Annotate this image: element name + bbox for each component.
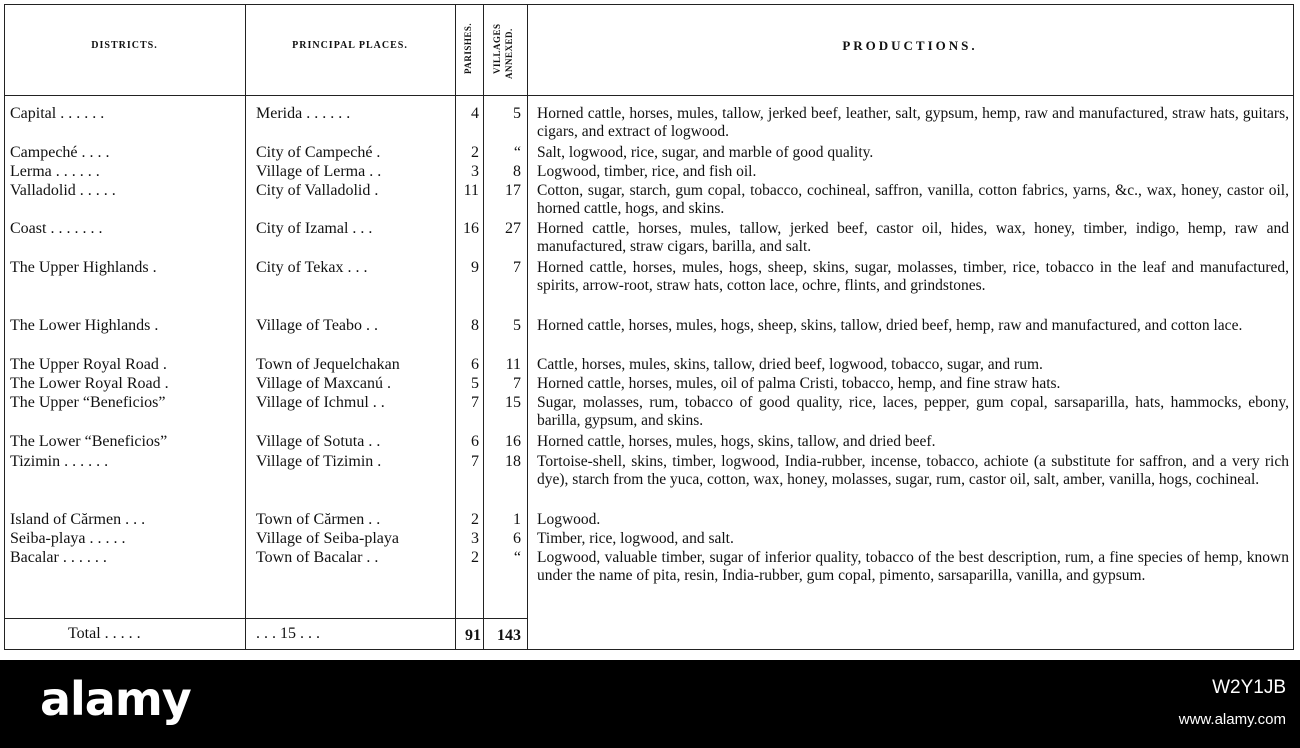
villages-cell: 18 [505,453,521,470]
total-parishes: 91 [465,627,481,644]
total-places: . . . 15 . . . [256,625,320,642]
parishes-cell: 7 [471,453,479,470]
district-cell: The Lower Highlands . [10,317,159,334]
productions-cell: Cattle, horses, mules, skins, tallow, dried beef, logwood, tobacco, sugar, and rum. [537,356,1043,373]
parishes-cell: 8 [471,317,479,334]
parishes-cell: 3 [471,163,479,180]
parishes-cell: 2 [471,144,479,161]
productions-cell: Horned cattle, horses, mules, oil of palma Cristi, tobacco, hemp, and fine straw hats. [537,375,1061,392]
district-cell: The Upper “Beneficios” [10,394,166,411]
villages-divider [527,4,528,649]
parishes-cell: 3 [471,530,479,547]
productions-cell: Logwood, valuable timber, sugar of inferior quality, tobacco of the best description, rum, a fine species of hemp, known under the name of pita, resin, India-rubber, gum copal, pimento, sarsaparilla, vanilla, and gypsum. [537,549,1289,584]
parishes-cell: 16 [463,220,479,237]
parishes-cell: 11 [463,182,479,199]
bottom-border [4,649,1294,650]
place-cell: Village of Lerma . . [256,163,382,180]
villages-cell: 5 [513,317,521,334]
districts-header: DISTRICTS. [91,40,158,51]
parishes-cell: 2 [471,549,479,566]
villages-cell: 7 [513,259,521,276]
villages-cell: 27 [505,220,521,237]
place-cell: Village of Seiba-playa [256,530,399,547]
villages-cell: 5 [513,105,521,122]
district-cell: Capital . . . . . . [10,105,105,122]
villages-cell: 7 [513,375,521,392]
header-divider [4,95,1294,96]
villages-cell: 8 [513,163,521,180]
villages-cell: 15 [505,394,521,411]
district-cell: The Upper Royal Road . [10,356,167,373]
district-cell: The Upper Highlands . [10,259,157,276]
productions-header: PRODUCTIONS. [842,38,978,53]
place-cell: City of Campeché . [256,144,381,161]
villages-cell: 1 [513,511,521,528]
place-cell: Town of Jequelchakan [256,356,400,373]
right-border [1293,4,1294,649]
parishes-cell: 2 [471,511,479,528]
place-cell: Village of Teabo . . [256,317,379,334]
image-id: W2Y1JB [1212,677,1286,698]
productions-cell: Cotton, sugar, starch, gum copal, tobacco, cochineal, saffron, vanilla, cotton fabrics, yarns, &c., wax, honey, castor oil, horned cattle, hogs, and skins. [537,182,1289,217]
watermark-url: www.alamy.com [1178,711,1286,728]
parishes-cell: 4 [471,105,479,122]
villages-cell: “ [513,549,521,566]
district-cell: The Lower “Beneficios” [10,433,168,450]
parishes-cell: 6 [471,433,479,450]
district-cell: Campeché . . . . [10,144,110,161]
parishes-cell: 6 [471,356,479,373]
place-cell: Merida . . . . . . [256,105,351,122]
productions-cell: Tortoise-shell, skins, timber, logwood, India-rubber, incense, tobacco, achiote (a substitute for saffron, and a very rich dye), starch from the yuca, cotton, wax, honey, molasses, sugar, rum, castor oil, salt, amber, vanilla, hogs, cochineal. [537,453,1289,488]
productions-cell: Timber, rice, logwood, and salt. [537,530,734,547]
villages-cell: 17 [505,182,521,199]
productions-cell: Horned cattle, horses, mules, hogs, skins, tallow, and dried beef. [537,433,936,450]
district-cell: Valladolid . . . . . [10,182,116,199]
productions-cell: Logwood, timber, rice, and fish oil. [537,163,757,180]
villages-cell: 11 [505,356,521,373]
total-divider [4,618,527,619]
total-label: Total . . . . . [68,625,141,642]
productions-cell: Horned cattle, horses, mules, tallow, jerked beef, castor oil, hides, wax, honey, timber, indigo, hemp, raw and manufactured, straw cigars, barilla, and salt. [537,220,1289,255]
productions-cell: Sugar, molasses, rum, tobacco of good quality, rice, laces, pepper, gum copal, sarsaparilla, hats, hammocks, ebony, barilla, gypsum, and skins. [537,394,1289,429]
district-cell: The Lower Royal Road . [10,375,169,392]
productions-cell: Horned cattle, horses, mules, hogs, sheep, skins, tallow, dried beef, hemp, raw and manufactured, and cotton lace. [537,317,1243,334]
alamy-logo: alamy [40,672,191,726]
watermark-bar [0,660,1300,748]
productions-cell: Horned cattle, horses, mules, tallow, jerked beef, leather, salt, gypsum, hemp, raw and manufactured, straw hats, guitars, cigars, and extract of logwood. [537,105,1289,140]
district-cell: Bacalar . . . . . . [10,549,107,566]
productions-cell: Horned cattle, horses, mules, hogs, sheep, skins, sugar, molasses, timber, rice, tobacco in the leaf and manufactured, spirits, arrow-root, straw hats, cotton lace, ochre, flints, and grindstones. [537,259,1289,294]
district-cell: Seiba-playa . . . . . [10,530,126,547]
left-border [4,4,5,649]
district-cell: Island of Cărmen . . . [10,511,146,528]
villages-cell: “ [513,144,521,161]
place-cell: Village of Sotuta . . [256,433,381,450]
villages-cell: 6 [513,530,521,547]
villages-header-1: VILLAGES [492,23,502,74]
parishes-cell: 5 [471,375,479,392]
productions-cell: Logwood. [537,511,601,528]
place-cell: Town of Bacalar . . [256,549,379,566]
place-cell: Village of Tizimin . [256,453,382,470]
districts-divider [245,4,246,649]
place-cell: City of Valladolid . [256,182,379,199]
villages-header-2: ANNEXED. [504,28,514,79]
total-villages: 143 [497,627,521,644]
parishes-cell: 7 [471,394,479,411]
places-header: PRINCIPAL PLACES. [292,40,408,51]
place-cell: Town of Cărmen . . [256,511,381,528]
top-border [4,4,1294,5]
place-cell: City of Tekax . . . [256,259,368,276]
district-cell: Lerma . . . . . . [10,163,100,180]
parishes-header: PARISHES. [463,22,473,74]
district-cell: Tizimin . . . . . . [10,453,109,470]
place-cell: Village of Maxcanú . [256,375,391,392]
villages-cell: 16 [505,433,521,450]
place-cell: City of Izamal . . . [256,220,373,237]
parishes-cell: 9 [471,259,479,276]
productions-cell: Salt, logwood, rice, sugar, and marble of good quality. [537,144,874,161]
district-cell: Coast . . . . . . . [10,220,103,237]
place-cell: Village of Ichmul . . [256,394,385,411]
